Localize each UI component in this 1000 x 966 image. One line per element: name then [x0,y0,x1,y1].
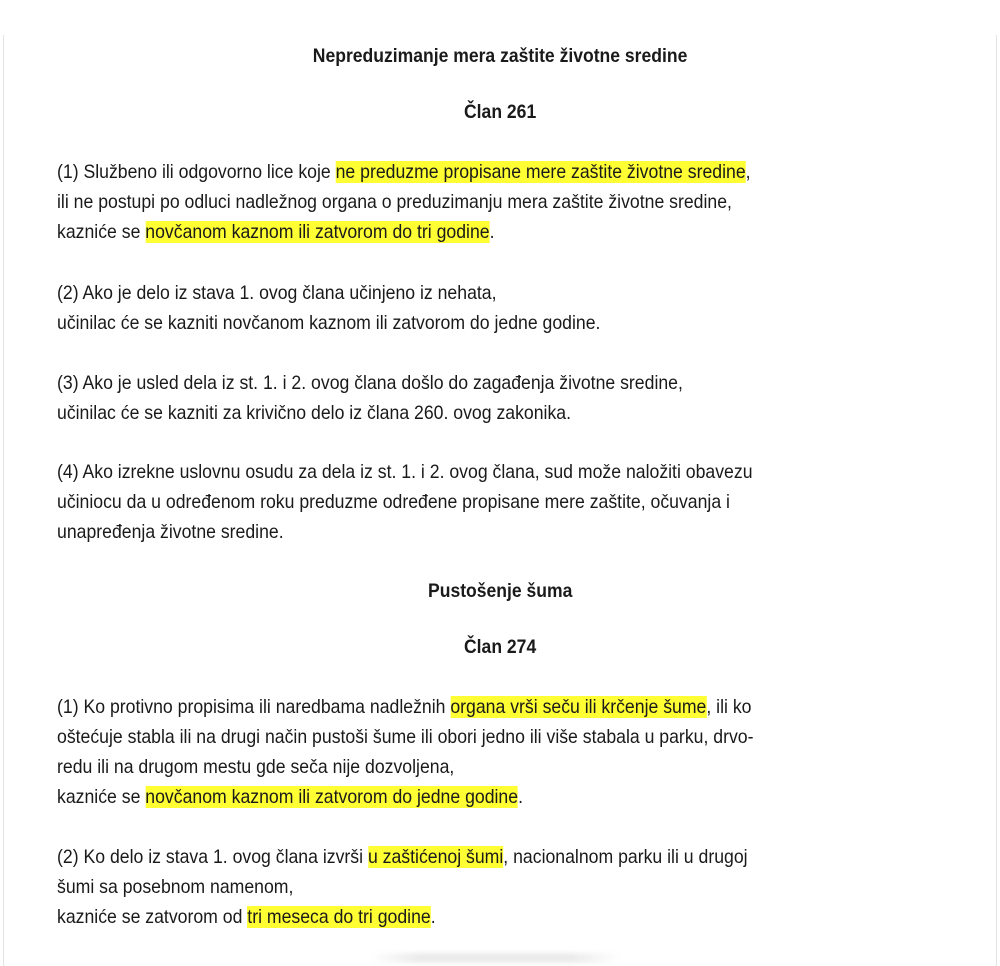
text-span: unapređenja životne sredine. [57,521,284,543]
text-span: učinilac će se kazniti novčanom kaznom ili zatvorom do jedne godine. [57,312,601,334]
paragraph-line [57,782,523,812]
paragraph-line [57,308,600,338]
text-span: kazniće se [57,786,146,808]
highlighted-text: u zaštićenoj šumi [367,846,504,868]
text-span: , ili ko [706,696,752,718]
text-span: ili ne postupi po odluci nadležnog organa o preduzimanju mera zaštite životne sredine, [57,191,732,213]
paragraph-line [57,517,284,547]
highlighted-text: tri meseca do tri godine [247,906,431,928]
section-title [0,41,1000,71]
highlighted-text: ne preduzme propisane mere zaštite životne sredine [335,161,746,183]
text-span: učiniocu da u određenom roku preduzme određene propisane mere zaštite, očuvanja i [57,491,730,513]
paragraph-line [57,217,494,247]
text-span: (3) Ako je usled dela iz st. 1. i 2. ovog člana došlo do zagađenja životne sredine, [57,372,683,394]
highlighted-text: organa vrši seču ili krčenje šume [450,696,707,718]
text-span: kazniće se [57,221,146,243]
paragraph-line [57,722,753,752]
paragraph-line [57,368,683,398]
section-title [0,576,1000,606]
paragraph-line [57,902,436,932]
article-heading-text: Član 261 [463,101,537,123]
text-span: , nacionalnom parku ili u drugoj [503,846,748,868]
article-heading-text: Član 274 [463,636,537,658]
paragraph-line [57,457,753,487]
highlighted-text: novčanom kaznom ili zatvorom do jedne godine [145,786,519,808]
text-span: oštećuje stabla ili na drugi način pustoši šume ili obori jedno ili više stabala u parku, drvo- [57,726,754,748]
text-span: (2) Ako je delo iz stava 1. ovog člana učinjeno iz nehata, [57,282,497,304]
paragraph-line [57,187,732,217]
text-span: , [745,161,751,183]
section-title-text: Pustošenje šuma [427,580,573,602]
article-heading [0,632,1000,662]
faded-footer-text [370,953,620,963]
highlighted-text: novčanom kaznom ili zatvorom do tri godine [145,221,490,243]
text-span: . [430,906,436,928]
paragraph-line [57,487,730,517]
paragraph-line [57,398,571,428]
article-heading [0,97,1000,127]
text-span: kazniće se zatvorom od [57,906,248,928]
paragraph-line [57,752,454,782]
paragraph-line [57,842,748,872]
text-span: (2) Ko delo iz stava 1. ovog člana izvrši [57,846,368,868]
paragraph-line [57,692,751,722]
paragraph-line [57,872,293,902]
text-span: (1) Ko protivno propisima ili naredbama nadležnih [57,696,451,718]
paragraph-line [57,278,497,308]
text-span: . [518,786,523,808]
text-span: . [489,221,495,243]
paragraph-line [57,157,751,187]
text-span: (1) Službeno ili odgovorno lice koje [57,161,336,183]
text-span: šumi sa posebnom namenom, [57,876,294,898]
text-span: učinilac će se kazniti za krivično delo iz člana 260. ovog zakonika. [57,402,572,424]
text-span: (4) Ako izrekne uslovnu osudu za dela iz st. 1. i 2. ovog člana, sud može naložiti obavezu [57,461,753,483]
section-title-text: Nepreduzimanje mera zaštite životne sredine [312,45,688,67]
text-span: redu ili na drugom mestu gde seča nije dozvoljena, [57,756,455,778]
